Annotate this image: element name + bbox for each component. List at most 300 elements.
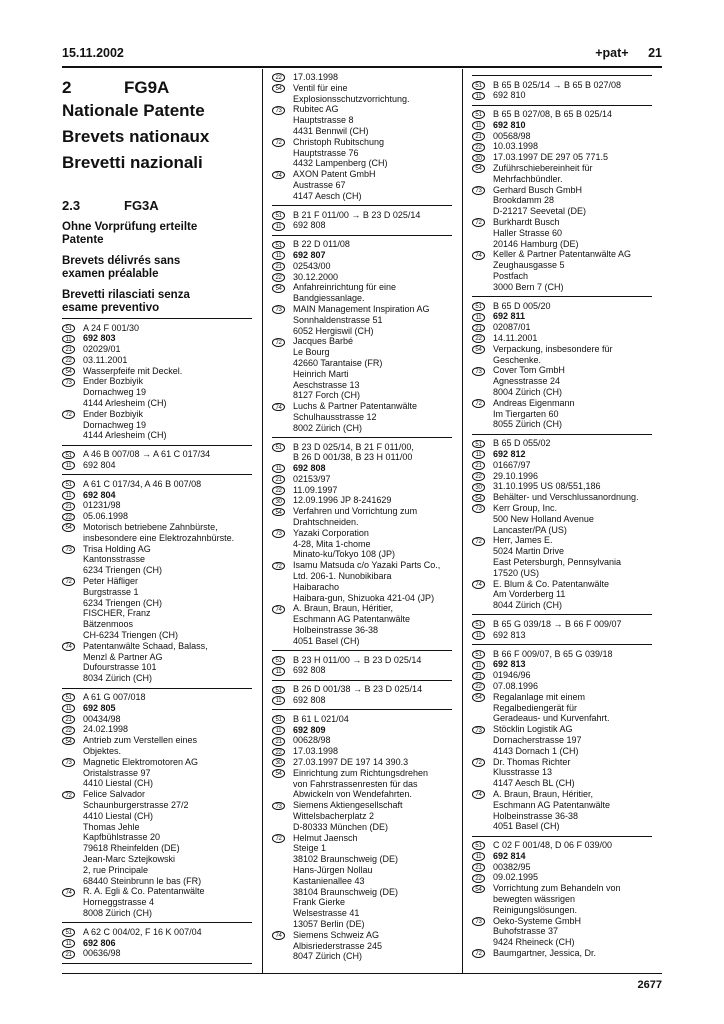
patent-entry <box>472 301 652 431</box>
inid-code-badge: 11 <box>472 661 485 670</box>
inid-code-badge: 51 <box>62 480 75 489</box>
field-text <box>293 603 452 646</box>
field-text-line: Wittelsbacherplatz 2 <box>292 811 375 821</box>
inid-code-badge: 21 <box>472 461 485 470</box>
field-text-line: 14.11.2001 <box>492 333 538 344</box>
field-text-line: 05.06.1998 <box>83 511 129 522</box>
field-text <box>493 131 652 142</box>
inid-field <box>472 851 652 862</box>
inid-code-badge: 22 <box>272 73 285 82</box>
inid-field <box>62 460 252 471</box>
field-text <box>293 401 452 433</box>
entry-separator <box>272 650 452 651</box>
field-text-line: 692 810 <box>492 119 526 130</box>
field-text <box>293 768 452 800</box>
inid-code-badge: 74 <box>272 171 285 180</box>
inid-code-badge: 51 <box>62 324 75 333</box>
inid-code-badge: 74 <box>472 251 485 260</box>
field-text-line: 6234 Triengen (CH) <box>83 597 163 608</box>
field-text-line: 20146 Hamburg (DE) <box>492 238 579 249</box>
publication-date: 15.11.2002 <box>62 46 124 60</box>
field-text <box>493 322 652 333</box>
inid-code-badge: 54 <box>472 345 485 354</box>
inid-code-badge: 51 <box>472 650 485 659</box>
field-text <box>293 665 452 676</box>
field-text-line: 17.03.1998 <box>292 746 339 757</box>
field-text-line: Felice Salvador <box>83 789 146 800</box>
inid-field <box>272 220 452 231</box>
field-text-line: 692 805 <box>83 702 116 713</box>
patent-entry <box>62 692 252 919</box>
field-text <box>293 495 452 506</box>
inid-field <box>472 398 652 430</box>
inid-field <box>272 757 452 768</box>
inid-field <box>472 659 652 670</box>
inid-code-badge: 30 <box>472 483 485 492</box>
inid-code-badge: 22 <box>472 874 485 883</box>
inid-code-badge: 54 <box>472 885 485 894</box>
field-text-line: 8127 Forch (CH) <box>292 390 361 401</box>
inid-code-badge: 51 <box>472 81 485 90</box>
field-text <box>493 851 652 862</box>
inid-code-badge: 74 <box>472 580 485 589</box>
inid-code-badge: 54 <box>272 284 285 293</box>
entries-area-3 <box>472 75 652 959</box>
entry-separator <box>62 474 252 475</box>
inid-code-badge: 22 <box>62 726 75 735</box>
field-text-line: 00568/98 <box>492 130 531 141</box>
inid-field <box>62 544 252 576</box>
field-text-line: Albisriederstrasse 245 <box>292 940 383 951</box>
field-text-line: Christoph Rubitschung <box>292 136 385 147</box>
inid-field <box>472 322 652 333</box>
inid-field <box>272 603 452 646</box>
inid-field <box>272 655 452 666</box>
field-text <box>83 500 252 511</box>
inid-code-badge: 22 <box>272 273 285 282</box>
inid-field <box>472 120 652 131</box>
field-text <box>493 535 652 578</box>
field-text <box>293 304 452 336</box>
field-text-line: 4051 Basel (CH) <box>492 821 560 832</box>
field-text <box>83 927 252 938</box>
inid-field <box>62 714 252 725</box>
entry-separator <box>472 105 652 106</box>
field-text <box>83 490 252 501</box>
inid-code-badge: 30 <box>472 154 485 163</box>
field-text-line: Herr, James E. <box>492 535 553 546</box>
field-text-line: von Fahrstrassenresten für das <box>292 778 418 789</box>
field-text <box>493 503 652 535</box>
field-text-line: FISCHER, Franz <box>83 608 151 619</box>
inid-field <box>472 311 652 322</box>
inid-code-badge: 11 <box>272 726 285 735</box>
inid-code-badge: 21 <box>472 132 485 141</box>
field-text-line: 6234 Triengen (CH) <box>83 565 163 576</box>
inid-code-badge: 72 <box>472 758 485 767</box>
field-text-line: Gerhard Busch GmbH <box>492 184 583 195</box>
field-text <box>493 152 652 163</box>
column-1 <box>62 69 262 974</box>
field-text-line: B 65 B 027/08, B 65 B 025/14 <box>492 109 613 120</box>
inid-field <box>472 365 652 397</box>
field-text-line: Jacques Barbé <box>292 336 354 347</box>
field-text-line: Postfach <box>492 271 528 282</box>
inid-code-badge: 72 <box>62 791 75 800</box>
inid-field <box>472 862 652 873</box>
inid-code-badge: 51 <box>62 928 75 937</box>
field-text-line: Einrichtung zum Richtungsdrehen <box>292 767 429 778</box>
field-text-line: Motorisch betriebene Zahnbürste, <box>83 522 218 533</box>
field-text-line: 00636/98 <box>83 948 121 959</box>
field-text-line: B 61 L 021/04 <box>292 713 349 724</box>
field-text-line: Hans-Jürgen Nollau <box>292 864 373 875</box>
section-title-it: Brevetti nazionali <box>62 153 203 172</box>
patent-entry <box>472 619 652 641</box>
inid-code-badge: 11 <box>62 335 75 344</box>
field-text-line: A. Braun, Braun, Héritier, <box>492 788 594 799</box>
inid-field <box>62 409 252 441</box>
field-text-line: Zuführschiebereinheit für <box>492 163 593 174</box>
field-text-line: 4144 Arlesheim (CH) <box>83 430 167 441</box>
field-text-line: Welsestrasse 41 <box>292 908 360 919</box>
inid-code-badge: 72 <box>272 338 285 347</box>
inid-code-badge: 11 <box>472 313 485 322</box>
field-text-line: Antrieb zum Verstellen eines <box>83 735 198 746</box>
subtitle-line: Patente <box>62 234 104 246</box>
inid-field <box>472 471 652 482</box>
entry-separator <box>472 644 652 645</box>
field-text-line: Burgstrasse 1 <box>83 586 139 597</box>
field-text-line: Oristalstrasse 97 <box>83 767 151 778</box>
inid-code-badge: 74 <box>472 790 485 799</box>
field-text-line: Kerr Group, Inc. <box>492 502 557 513</box>
inid-code-badge: 21 <box>272 262 285 271</box>
entry-separator <box>62 318 252 319</box>
field-text-line: 692 803 <box>83 333 116 344</box>
inid-code-badge: 11 <box>472 121 485 130</box>
field-text-line: 692 806 <box>83 937 116 948</box>
inid-code-badge: 72 <box>472 218 485 227</box>
field-text-line: 00434/98 <box>83 713 121 724</box>
inid-field <box>272 463 452 474</box>
inid-field <box>62 724 252 735</box>
field-text-line: Reinigungslösungen. <box>492 904 578 915</box>
field-text <box>83 703 252 714</box>
inid-field <box>62 576 252 641</box>
inid-code-badge: 21 <box>62 345 75 354</box>
inid-field <box>62 366 252 377</box>
field-text-line: 38102 Braunschweig (DE) <box>292 854 399 865</box>
field-text-line: Verfahren und Vorrichtung zum <box>292 506 418 517</box>
inid-code-badge: 11 <box>62 461 75 470</box>
field-text-line: Dornacherstrasse 197 <box>492 734 582 745</box>
entry-separator <box>472 836 652 837</box>
field-text-line: Klusstrasse 13 <box>492 767 552 778</box>
field-text <box>493 692 652 724</box>
field-text-line: 692 812 <box>492 449 526 459</box>
field-text-line: 4147 Aesch (CH) <box>292 190 362 201</box>
field-text-line: Oeko-Systeme GmbH <box>492 915 581 926</box>
subsection-title-de <box>62 221 252 247</box>
inid-field <box>472 492 652 503</box>
inid-field <box>272 485 452 496</box>
field-text-line: Im Tiergarten 60 <box>492 408 559 419</box>
field-text-line: Trisa Holding AG <box>83 543 151 554</box>
field-text-line: bewegten wässrigen <box>492 894 576 905</box>
entry-separator <box>62 963 252 964</box>
field-text-line: 692 814 <box>492 850 526 861</box>
field-text-line: Vorrichtung zum Behandeln von <box>492 883 621 894</box>
field-text-line: R. A. Egli & Co. Patentanwälte <box>83 886 205 897</box>
field-text <box>83 692 252 703</box>
field-text <box>83 355 252 366</box>
inid-code-badge: 72 <box>62 577 75 586</box>
patent-entry <box>272 714 452 963</box>
field-text <box>83 409 252 441</box>
inid-field <box>62 948 252 959</box>
field-text-line: B 65 D 055/02 <box>492 438 551 449</box>
field-text <box>293 336 452 401</box>
field-text <box>493 670 652 681</box>
inid-code-badge: 22 <box>472 143 485 152</box>
subtitle-line: Brevets délivrés sans <box>62 255 181 267</box>
field-text <box>293 528 452 560</box>
field-text <box>293 261 452 272</box>
inid-code-badge: 21 <box>62 715 75 724</box>
inid-field <box>272 401 452 433</box>
field-text-line: Kantonsstrasse <box>83 554 146 565</box>
field-text <box>493 579 652 611</box>
patent-entry <box>62 323 252 442</box>
field-text-line: Explosionsschutzvorrichtung. <box>292 93 410 104</box>
inid-field <box>472 916 652 948</box>
inid-code-badge: 21 <box>62 502 75 511</box>
inid-field <box>472 249 652 292</box>
field-text-line: 79618 Rheinfelden (DE) <box>83 843 180 854</box>
field-text-line: Schaunburgerstrasse 27/2 <box>83 799 189 810</box>
field-text-line: B 23 D 025/14, B 21 F 011/00, <box>292 441 414 452</box>
columns-container <box>62 69 662 974</box>
field-text-line: Abwickeln von Wendefahrten. <box>292 789 412 800</box>
field-text <box>493 630 652 641</box>
field-text-line: A 61 G 007/018 <box>83 692 146 702</box>
field-text <box>83 460 252 471</box>
inid-field <box>272 210 452 221</box>
field-text-line: Eschmann AG Patentanwälte <box>292 614 411 625</box>
subsection-number-row <box>62 198 252 213</box>
field-text-line: 692 809 <box>292 724 326 735</box>
inid-code-badge: 73 <box>62 378 75 387</box>
patent-entry <box>472 840 652 959</box>
inid-field <box>272 695 452 706</box>
field-text <box>83 714 252 725</box>
inid-field <box>472 503 652 535</box>
inid-code-badge: 74 <box>272 605 285 614</box>
field-text <box>493 301 652 312</box>
field-text-line: 11.09.1997 <box>292 484 338 495</box>
inid-code-badge: 54 <box>272 769 285 778</box>
inid-field <box>472 481 652 492</box>
inid-field <box>62 692 252 703</box>
field-text <box>493 185 652 217</box>
field-text-line: Patentanwälte Schaad, Balass, <box>83 640 208 651</box>
field-text-line: Anfahreinrichtung für eine <box>292 282 397 293</box>
inid-code-badge: 73 <box>62 545 75 554</box>
field-text-line: 38104 Braunschweig (DE) <box>292 886 399 897</box>
field-text-line: 692 807 <box>292 249 326 260</box>
inid-field <box>472 681 652 692</box>
field-text <box>83 735 252 757</box>
inid-code-badge: 11 <box>472 852 485 861</box>
inid-field <box>472 344 652 366</box>
field-text-line: B 65 G 039/18 → B 66 F 009/07 <box>492 618 622 629</box>
field-text <box>493 492 652 503</box>
inid-code-badge: 11 <box>272 464 285 473</box>
field-text <box>293 72 452 83</box>
inid-code-badge: 54 <box>62 367 75 376</box>
inid-field <box>472 883 652 915</box>
section-title-fr: Brevets nationaux <box>62 127 210 146</box>
field-text-line: 692 808 <box>292 665 326 676</box>
field-text-line: B 65 D 005/20 <box>492 300 551 311</box>
field-text-line: Ventil für eine <box>292 82 348 93</box>
field-text-line: 4143 Dornach 1 (CH) <box>492 745 579 756</box>
inid-field <box>62 376 252 408</box>
field-text-line: Regalbediengerät für <box>492 702 578 713</box>
inid-code-badge: 73 <box>272 305 285 314</box>
inid-field <box>272 239 452 250</box>
field-text-line: 31.10.1995 US 08/551,186 <box>492 481 601 492</box>
entry-separator <box>472 75 652 76</box>
footer-rule <box>62 973 662 974</box>
inid-field <box>272 83 452 105</box>
inid-field <box>472 333 652 344</box>
field-text-line: 29.10.1996 <box>492 470 539 481</box>
footer-page-number: 2677 <box>637 979 662 991</box>
field-text <box>493 948 652 959</box>
field-text-line: Agnesstrasse 24 <box>492 376 561 387</box>
field-text <box>83 323 252 334</box>
field-text-line: 07.08.1996 <box>492 680 539 691</box>
field-text-line: 10.03.1998 <box>492 141 539 152</box>
field-text <box>293 463 452 474</box>
inid-code-badge: 72 <box>272 834 285 843</box>
field-text-line: 4410 Liestal (CH) <box>83 778 154 789</box>
field-text-line: 03.11.2001 <box>83 354 128 365</box>
field-text-line: Verpackung, insbesondere für <box>492 343 613 354</box>
field-text-line: Holbeinstrasse 36-38 <box>492 810 579 821</box>
subsection-title-fr <box>62 255 252 281</box>
field-text-line: Heinrich Marti <box>292 368 349 379</box>
field-text-line: 27.03.1997 DE 197 14 390.3 <box>292 757 409 768</box>
field-text <box>493 681 652 692</box>
inid-field <box>272 336 452 401</box>
field-text-line: Sonnhaldenstrasse 51 <box>292 314 383 325</box>
header-rule <box>62 66 662 68</box>
inid-field <box>62 735 252 757</box>
inid-field <box>472 948 652 959</box>
inid-field <box>472 840 652 851</box>
inid-field <box>272 725 452 736</box>
field-text-line: 42660 Tarantaise (FR) <box>292 357 383 368</box>
entry-separator <box>62 922 252 923</box>
inid-code-badge: 54 <box>472 494 485 503</box>
field-text-line: 692 804 <box>83 489 116 500</box>
inid-code-badge: 54 <box>62 523 75 532</box>
field-text <box>493 659 652 670</box>
inid-field <box>472 460 652 471</box>
field-text-line: Austrasse 67 <box>292 179 346 190</box>
inid-code-badge: 51 <box>272 656 285 665</box>
patent-entry <box>472 80 652 102</box>
field-text <box>293 655 452 666</box>
inid-code-badge: 73 <box>472 367 485 376</box>
field-text-line: 692 808 <box>292 463 326 474</box>
inid-code-badge: 22 <box>472 682 485 691</box>
field-text <box>83 938 252 949</box>
field-text <box>83 948 252 959</box>
field-text <box>293 746 452 757</box>
inid-code-badge: 54 <box>272 84 285 93</box>
inid-code-badge: 74 <box>62 888 75 897</box>
field-text-line: 2, rue Principale <box>83 864 149 875</box>
field-text-line: Hauptstrasse 8 <box>292 115 354 126</box>
field-text <box>493 619 652 630</box>
inid-field <box>272 474 452 485</box>
field-text <box>83 366 252 377</box>
inid-code-badge: 74 <box>272 931 285 940</box>
inid-field <box>472 301 652 312</box>
inid-field <box>272 768 452 800</box>
section-title-de: Nationale Patente <box>62 101 205 120</box>
inid-field <box>62 355 252 366</box>
field-text-line: Holbeinstrasse 36-38 <box>292 625 379 636</box>
inid-code-badge: 51 <box>472 110 485 119</box>
inid-code-badge: 51 <box>272 686 285 695</box>
inid-field <box>472 131 652 142</box>
inid-field <box>272 800 452 832</box>
section-number: 2 <box>62 78 72 97</box>
inid-code-badge: 51 <box>472 841 485 850</box>
field-text-line: 09.02.1995 <box>492 872 539 883</box>
field-text-line: Am Vorderberg 11 <box>492 589 566 600</box>
inid-field <box>472 670 652 681</box>
field-text <box>493 916 652 948</box>
field-text <box>293 137 452 169</box>
field-text <box>493 120 652 131</box>
inid-code-badge: 11 <box>62 491 75 500</box>
inid-code-badge: 51 <box>472 440 485 449</box>
field-text-line: 692 813 <box>492 629 526 640</box>
field-text-line: Burkhardt Busch <box>492 217 560 228</box>
patent-entry <box>272 239 452 434</box>
field-text-line: Brookdamm 28 <box>492 195 554 206</box>
inid-code-badge: 51 <box>62 693 75 702</box>
field-text-line: Horneggstrasse 4 <box>83 897 155 908</box>
field-text-line: 01231/98 <box>83 500 121 511</box>
inid-field <box>62 927 252 938</box>
field-text-line: 00628/98 <box>292 735 331 746</box>
inid-code-badge: 54 <box>472 164 485 173</box>
field-text-line: 4-28, Mita 1-chome <box>292 538 371 549</box>
field-text-line: Bätzenmoos <box>83 619 134 630</box>
field-text-line: B 66 F 009/07, B 65 G 039/18 <box>492 648 613 659</box>
field-text-line: D-21217 Seevetal (DE) <box>492 206 587 217</box>
field-text <box>293 220 452 231</box>
field-text-line: E. Blum & Co. Patentanwälte <box>492 578 610 589</box>
inid-code-badge: 22 <box>272 748 285 757</box>
